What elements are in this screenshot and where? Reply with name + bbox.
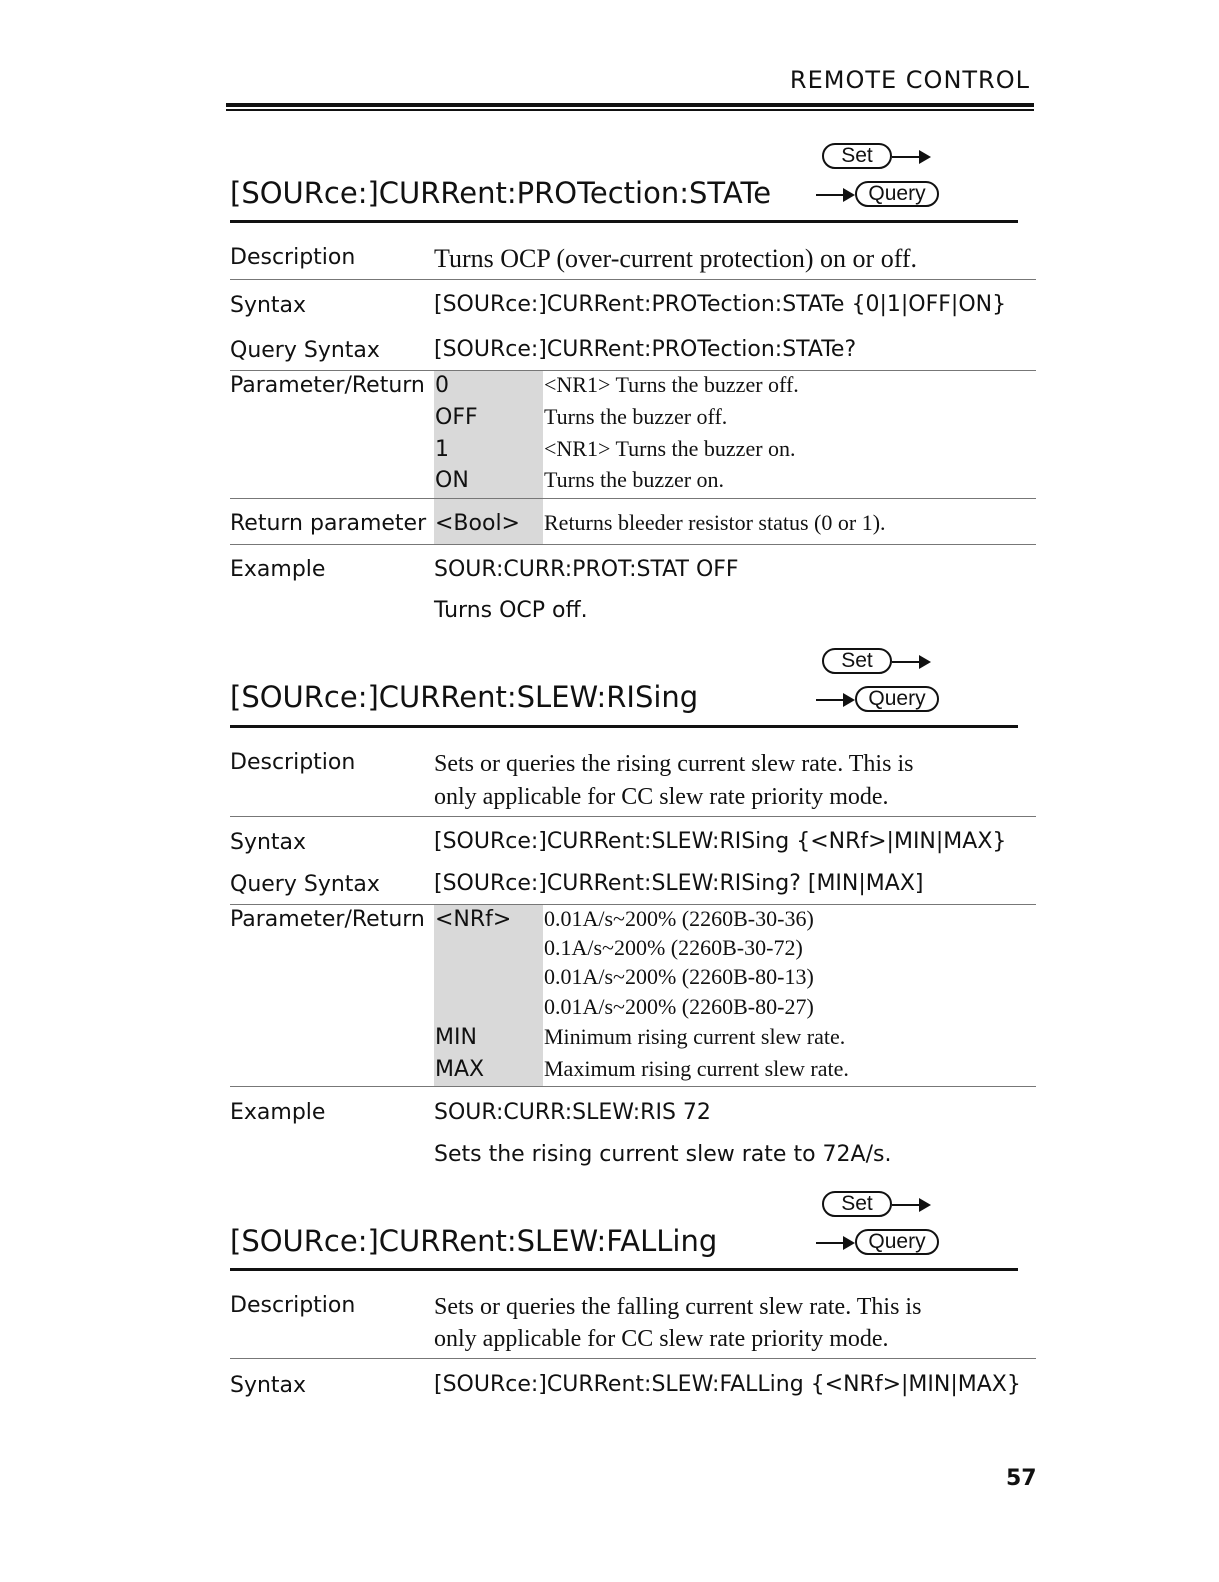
description-line: Sets or queries the rising current slew rate. This is [434,751,914,777]
example-note: Turns OCP off. [434,598,588,623]
param-label: Parameter/Return [230,907,425,932]
row-divider [230,1358,1036,1359]
param-name: MAX [435,1057,485,1082]
description-text: Turns OCP (over-current protection) on or off. [434,244,918,273]
set-tag: Set [822,1191,892,1217]
param-desc: Turns the buzzer on. [544,467,725,492]
query-tag: Query [855,1229,939,1255]
param-label: Parameter/Return [230,373,425,398]
param-desc: Maximum rising current slew rate. [544,1056,849,1081]
set-query-badge [820,1191,940,1261]
set-tag: Set [822,648,892,674]
description-line: Sets or queries the falling current slew rate. This is [434,1294,922,1320]
query-syntax-label: Query Syntax [230,338,380,363]
example-note: Sets the rising current slew rate to 72A/s. [434,1142,892,1167]
query-syntax-label: Query Syntax [230,872,380,897]
param-name: <NRf> [435,907,512,932]
set-arrow-icon [892,156,920,158]
row-divider [230,1086,1036,1087]
query-arrow-icon [816,194,844,196]
query-arrow-icon [816,1242,844,1244]
query-arrowhead-icon [843,693,855,707]
header-rule [226,103,1034,107]
syntax-label: Syntax [230,1373,307,1398]
param-name: MIN [435,1025,477,1050]
return-label: Return parameter [230,511,427,536]
param-desc: Minimum rising current slew rate. [544,1024,846,1049]
set-arrowhead-icon [919,150,931,164]
example-code: SOUR:CURR:PROT:STAT OFF [434,557,739,582]
header-rule-thin [226,109,1034,111]
return-name: <Bool> [435,511,520,536]
row-divider [230,370,1036,371]
return-desc: Returns bleeder resistor status (0 or 1). [544,510,886,535]
query-arrowhead-icon [843,188,855,202]
set-query-badge [820,648,940,718]
set-arrowhead-icon [919,655,931,669]
description-label: Description [230,1293,356,1318]
title-rule [230,220,1018,223]
param-name: OFF [435,405,478,430]
query-arrowhead-icon [843,1236,855,1250]
syntax-label: Syntax [230,830,307,855]
set-query-badge [820,143,940,213]
param-name: 0 [435,373,449,398]
param-desc: 0.01A/s~200% (2260B-80-13) [544,964,814,989]
query-tag: Query [855,181,939,207]
description-line: only applicable for CC slew rate priority mode. [434,784,889,810]
description-label: Description [230,750,356,775]
syntax-text: [SOURce:]CURRent:SLEW:FALLing {<NRf>|MIN|MAX} [434,1372,1021,1397]
param-desc: 0.01A/s~200% (2260B-30-36) [544,906,814,931]
query-syntax-text: [SOURce:]CURRent:SLEW:RISing? [MIN|MAX] [434,871,924,896]
running-header: REMOTE CONTROL [789,66,1030,94]
param-name: 1 [435,437,449,462]
syntax-text: [SOURce:]CURRent:SLEW:RISing {<NRf>|MIN|MAX} [434,829,1007,854]
query-arrow-icon [816,699,844,701]
set-arrow-icon [892,1204,920,1206]
command-title: [SOURce:]CURRent:PROTection:STATe [230,176,772,210]
page-number: 57 [1006,1466,1037,1491]
syntax-text: [SOURce:]CURRent:PROTection:STATe {0|1|OFF|ON} [434,292,1007,317]
row-divider [230,279,1036,280]
param-desc: 0.1A/s~200% (2260B-30-72) [544,935,803,960]
title-rule [230,725,1018,728]
command-title: [SOURce:]CURRent:SLEW:FALLing [230,1224,718,1258]
param-desc: <NR1> Turns the buzzer off. [544,372,799,397]
example-label: Example [230,557,326,582]
row-divider [230,904,1036,905]
param-desc: <NR1> Turns the buzzer on. [544,436,796,461]
row-divider [230,816,1036,817]
param-desc: Turns the buzzer off. [544,404,728,429]
param-desc: 0.01A/s~200% (2260B-80-27) [544,994,814,1019]
description-line: only applicable for CC slew rate priority mode. [434,1326,889,1352]
title-rule [230,1268,1018,1271]
set-arrow-icon [892,661,920,663]
row-divider [230,498,1036,499]
param-name: ON [435,468,469,493]
example-label: Example [230,1100,326,1125]
command-title: [SOURce:]CURRent:SLEW:RISing [230,680,699,714]
set-arrowhead-icon [919,1198,931,1212]
example-code: SOUR:CURR:SLEW:RIS 72 [434,1100,711,1125]
query-tag: Query [855,686,939,712]
row-divider [230,544,1036,545]
query-syntax-text: [SOURce:]CURRent:PROTection:STATe? [434,337,857,362]
description-label: Description [230,245,356,270]
syntax-label: Syntax [230,293,307,318]
set-tag: Set [822,143,892,169]
